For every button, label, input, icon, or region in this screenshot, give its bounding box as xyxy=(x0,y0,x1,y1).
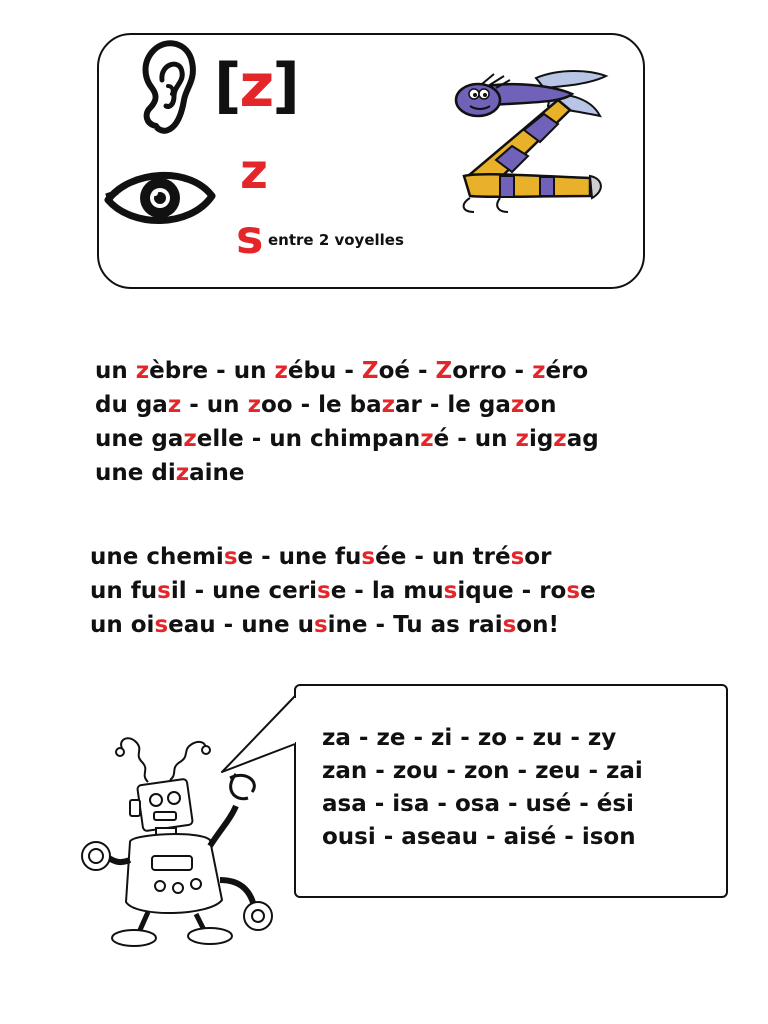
words-z-line xyxy=(95,354,599,388)
words-s-line xyxy=(90,608,596,642)
ear-icon xyxy=(138,40,198,134)
highlight-letter: z xyxy=(510,392,525,418)
highlight-letter: z xyxy=(247,392,261,418)
highlight-letter: s xyxy=(313,612,328,638)
highlight-letter: s xyxy=(157,578,171,604)
word-segment: ée - un tré xyxy=(375,544,511,570)
words-z-line xyxy=(95,422,599,456)
word-segment: ébu - xyxy=(287,358,362,384)
word-segment: or xyxy=(524,544,552,570)
highlight-letter: s xyxy=(566,578,581,604)
word-segment: un fu xyxy=(90,578,158,604)
rule-note: entre 2 voyelles xyxy=(268,231,404,249)
word-segment: ique - ro xyxy=(457,578,567,604)
word-segment: elle - un chimpan xyxy=(196,426,421,452)
word-segment: il - une ceri xyxy=(170,578,317,604)
highlight-letter: z xyxy=(167,392,182,418)
words-s-line xyxy=(90,540,596,574)
highlight-letter: z xyxy=(183,426,197,452)
word-segment: du ga xyxy=(95,392,168,418)
word-segment: - un xyxy=(181,392,248,418)
words-s-list xyxy=(90,540,596,642)
word-segment: oo - le ba xyxy=(260,392,382,418)
word-segment: éro xyxy=(545,358,589,384)
highlight-letter: s xyxy=(443,578,458,604)
word-segment: e - la mu xyxy=(330,578,444,604)
word-segment: on! xyxy=(516,612,559,638)
highlight-letter: z xyxy=(175,460,190,486)
syllable-line: za - ze - zi - zo - zu - zy xyxy=(322,725,617,751)
grapheme-s: s xyxy=(236,210,264,264)
word-segment: e xyxy=(580,578,596,604)
word-segment: un xyxy=(95,358,136,384)
phoneme-symbol xyxy=(214,51,298,121)
highlight-letter: z xyxy=(532,358,546,384)
word-segment: ag xyxy=(566,426,599,452)
word-segment: èbre - un xyxy=(149,358,275,384)
eye-icon xyxy=(104,166,216,228)
word-segment: ig xyxy=(528,426,554,452)
highlight-letter: s xyxy=(361,544,376,570)
words-z-line xyxy=(95,456,599,490)
robot-illustration xyxy=(70,730,300,952)
highlight-letter: s xyxy=(317,578,331,604)
word-segment: ine - Tu as rai xyxy=(327,612,503,638)
highlight-letter: z xyxy=(274,358,288,384)
highlight-letter: s xyxy=(510,544,525,570)
words-z-line xyxy=(95,388,599,422)
word-segment: orro - xyxy=(452,358,533,384)
grapheme-z: z xyxy=(240,144,268,200)
highlight-letter: Z xyxy=(435,358,453,384)
highlight-letter: z xyxy=(381,392,395,418)
highlight-letter: s xyxy=(223,544,238,570)
syllable-list xyxy=(322,722,643,854)
highlight-letter: z xyxy=(515,426,529,452)
word-segment: une chemi xyxy=(90,544,224,570)
z-creature-illustration xyxy=(440,66,612,216)
word-segment: une di xyxy=(95,460,176,486)
highlight-letter: z xyxy=(135,358,150,384)
syllable-line: ousi - aseau - aisé - ison xyxy=(322,824,636,850)
word-segment: ar - le ga xyxy=(394,392,511,418)
highlight-letter: z xyxy=(553,426,567,452)
phoneme-open-bracket: [ xyxy=(214,51,240,121)
highlight-letter: z xyxy=(420,426,434,452)
word-segment: une ga xyxy=(95,426,184,452)
word-segment: aine xyxy=(189,460,245,486)
syllable-line: asa - isa - osa - usé - ési xyxy=(322,791,634,817)
syllable-line: zan - zou - zon - zeu - zai xyxy=(322,758,643,784)
highlight-letter: s xyxy=(154,612,169,638)
phoneme-close-bracket: ] xyxy=(272,51,298,121)
word-segment: é - un xyxy=(433,426,516,452)
word-segment: e - une fu xyxy=(237,544,362,570)
words-s-line xyxy=(90,574,596,608)
word-segment: eau - une u xyxy=(168,612,314,638)
phoneme-letter: z xyxy=(239,51,273,121)
word-segment: oé - xyxy=(378,358,436,384)
highlight-letter: s xyxy=(502,612,517,638)
highlight-letter: Z xyxy=(361,358,379,384)
word-segment: un oi xyxy=(90,612,155,638)
words-z-list xyxy=(95,354,599,490)
word-segment: on xyxy=(524,392,557,418)
